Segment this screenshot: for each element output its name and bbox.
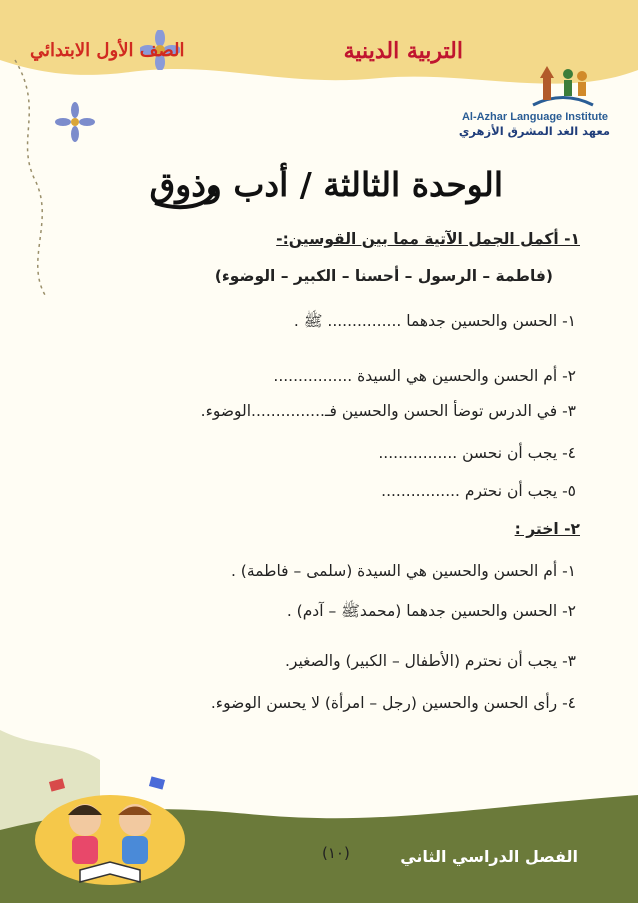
q1-item-1: ١- الحسن والحسين جدهما ............... ﷺ . — [293, 312, 576, 330]
q1-item-2: ٢- أم الحسن والحسين هي السيدة ................ — [273, 367, 576, 385]
unit-title: الوحدة الثالثة / أدب وذوق — [149, 165, 503, 204]
word-bank: (فاطمة – الرسول – أحسنا – الكبير – الوضوء) — [214, 267, 553, 285]
dotted-path-decoration — [5, 50, 65, 300]
page-number: (١٠) — [322, 844, 350, 862]
institute-logo — [528, 60, 598, 110]
grade-title: الصف الأول الابتدائي — [30, 40, 185, 61]
logo-english-name: Al-Azhar Language Institute — [461, 111, 608, 123]
question-1-title: ١- أكمل الجمل الآتية مما بين القوسين:- — [276, 230, 580, 248]
q1-item-3: ٣- في الدرس توضأ الحسن والحسين فـ...............الوضوء. — [200, 402, 576, 420]
q2-item-4: ٤- رأى الحسن والحسين (رجل – امرأة) لا يحسن الوضوء. — [210, 694, 576, 712]
subject-title: التربية الدينية — [343, 38, 463, 64]
q2-item-1: ١- أم الحسن والحسين هي السيدة (سلمى – فاطمة) . — [230, 562, 576, 580]
q1-item-4: ٤- يجب أن نحسن ................ — [378, 444, 576, 462]
q1-item-5: ٥- يجب أن نحترم ................ — [381, 482, 576, 500]
question-2-title: ٢- اختر : — [514, 520, 580, 538]
children-reading-illustration — [30, 770, 190, 890]
q2-item-3: ٣- يجب أن نحترم (الأطفال – الكبير) والصغير. — [284, 652, 576, 670]
term-label: الفصل الدراسي الثاني — [400, 847, 578, 866]
title-swash-decoration — [150, 183, 220, 213]
logo-arabic-name: معهد الغد المشرق الأزهري — [458, 124, 610, 138]
q2-item-2: ٢- الحسن والحسين جدهما (محمدﷺ – آدم) . — [286, 602, 576, 620]
